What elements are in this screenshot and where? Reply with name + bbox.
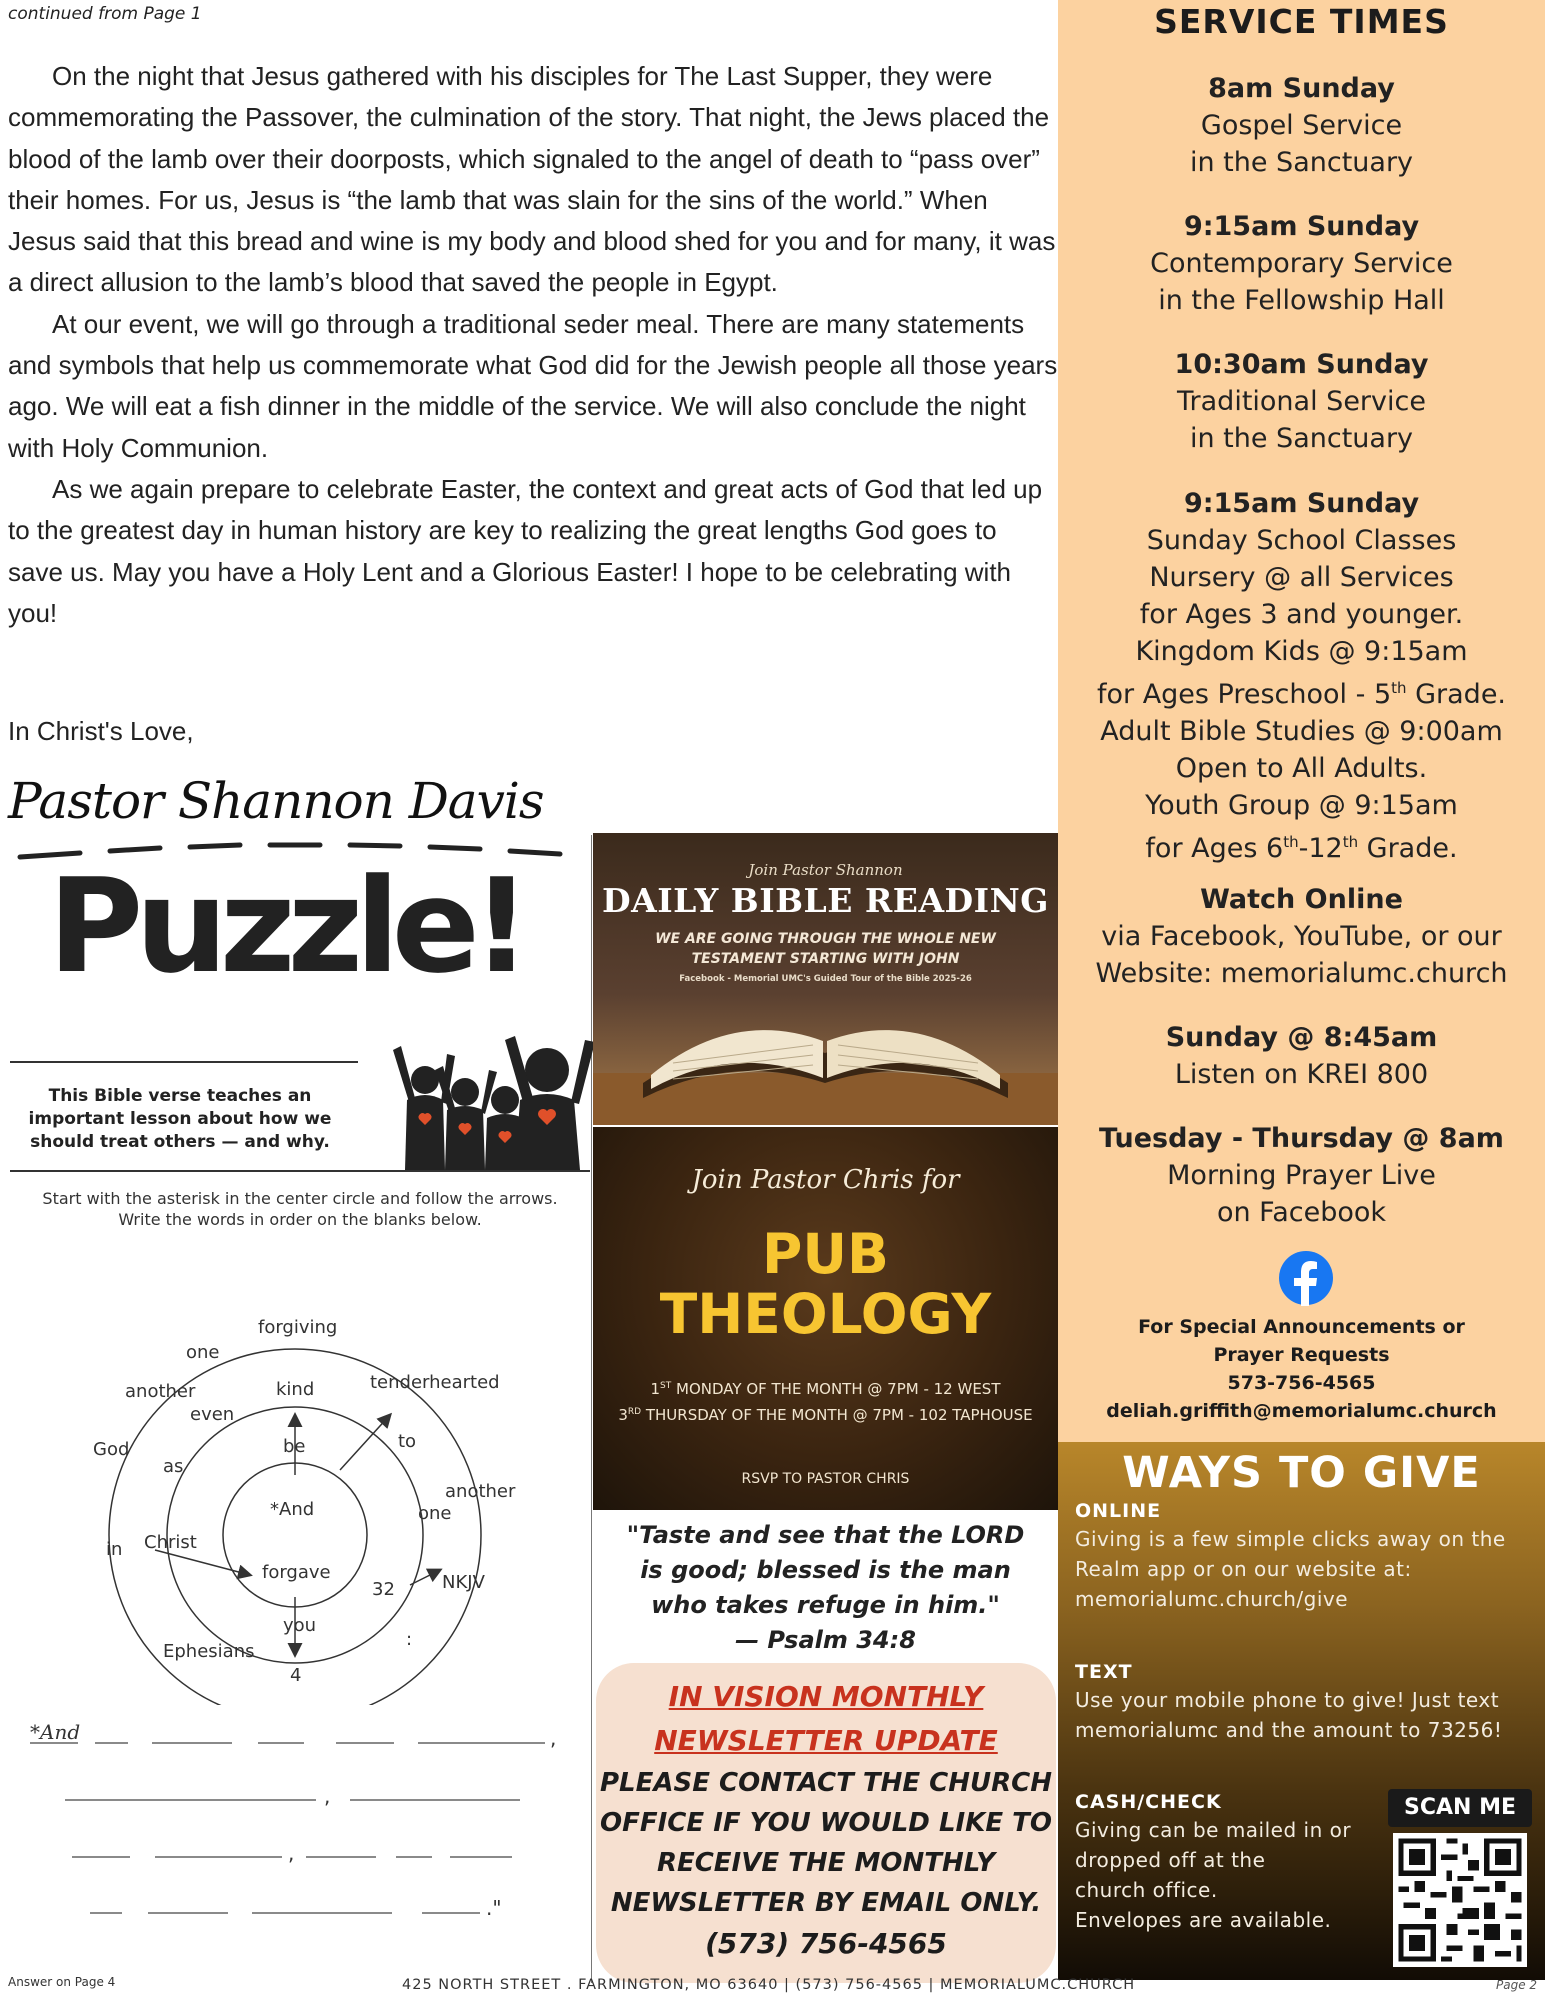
- puzzle-word: one: [186, 1342, 220, 1363]
- pub-rsvp: RSVP TO PASTOR CHRIS: [741, 1471, 910, 1487]
- puzzle-intro: This Bible verse teaches an important lesson about how we should treat others — and why.: [28, 1086, 332, 1152]
- text: Grade.: [1358, 833, 1458, 864]
- puzzle-word: NKJV: [442, 1572, 485, 1593]
- blank-start: *And: [30, 1720, 81, 1744]
- pub-title: PUB: [762, 1222, 889, 1286]
- service-name: Traditional Service: [1177, 386, 1426, 417]
- instruction-line: Start with the asterisk in the center circle and follow the arrows.: [42, 1189, 558, 1208]
- article-paragraph: On the night that Jesus gathered with his disciples for The Last Supper, they were commemorating the Passover, the culmination of the story. That night, the Jews placed the blood of the lamb over their doorposts, which signaled to the angel of death to “pass over” their homes. For us, Jesus is “the lamb that was slain for the sins of the world.” When Jesus said that this bread and wine is my body and blood shed for you and for many, it was a direct allusion to the lamb’s blood that saved the people in Egypt.: [8, 61, 1056, 298]
- give-section-title: CASH/CHECK: [1075, 1791, 1222, 1813]
- verse-line: is good; blessed is the man: [640, 1556, 1011, 1584]
- answer-note: Answer on Page 4: [8, 1975, 116, 1989]
- puzzle-word: Christ: [144, 1532, 197, 1553]
- signature: Pastor Shannon Davis: [8, 772, 544, 830]
- morning-prayer: [1058, 1120, 1545, 1231]
- give-line: Giving is a few simple clicks away on the: [1075, 1527, 1506, 1551]
- puzzle-word: to: [398, 1431, 417, 1452]
- puzzle-panel: [0, 835, 592, 1983]
- puzzle-word: Ephesians: [163, 1641, 255, 1662]
- service-line: Nursery @ all Services: [1149, 562, 1454, 593]
- verse-line: "Taste and see that the LORD: [626, 1521, 1025, 1549]
- give-section-title: ONLINE: [1075, 1500, 1162, 1522]
- puzzle-word: as: [163, 1456, 184, 1477]
- word-spiral-diagram: [0, 1225, 592, 1705]
- service-times-heading: SERVICE TIMES: [1154, 2, 1449, 41]
- newsletter-body: NEWSLETTER BY EMAIL ONLY.: [610, 1888, 1042, 1918]
- article-paragraph: At our event, we will go through a traditional seder meal. There are many statements and symbols that help us commemorate what God did for the Jewish people all those years ago. We will eat a fish dinner in the middle of the service. We will also conclude the night with Holy Communion.: [8, 308, 1058, 463]
- bible-reading-banner: [593, 833, 1058, 1125]
- newsletter-title: IN VISION MONTHLY: [668, 1680, 984, 1713]
- svg-text:,: ,: [324, 1784, 331, 1808]
- puzzle-word: 4: [290, 1665, 302, 1686]
- service-place: in the Sanctuary: [1189, 423, 1414, 454]
- give-line: Use your mobile phone to give! Just text: [1075, 1688, 1500, 1712]
- puzzle-word: be: [283, 1436, 306, 1457]
- service-line: [1058, 824, 1545, 867]
- divider: [10, 1061, 358, 1063]
- pub-schedule-line: [593, 1406, 1058, 1424]
- schedule-text: THURSDAY OF THE MONTH @ 7PM - 102 TAPHOUSE: [641, 1406, 1033, 1424]
- service-place: in the Sanctuary: [1189, 147, 1414, 178]
- puzzle-word: :: [406, 1629, 413, 1650]
- special-announcements: [1058, 1313, 1545, 1425]
- special-email[interactable]: deliah.griffith@memorialumc.church: [1106, 1400, 1497, 1422]
- service-line: Kingdom Kids @ 9:15am: [1135, 636, 1468, 667]
- scripture-verse: [593, 1518, 1058, 1658]
- service-time: Sunday @ 8:45am: [1165, 1022, 1438, 1053]
- puzzle-word: 32: [372, 1579, 395, 1600]
- service-line: [1058, 670, 1545, 713]
- service-line: Listen on KREI 800: [1174, 1059, 1429, 1090]
- svg-text:,: ,: [550, 1726, 557, 1750]
- banner-subtitle-line: WE ARE GOING THROUGH THE WHOLE NEW: [655, 931, 996, 947]
- page-number: Page 2: [1496, 1978, 1538, 1992]
- service-line: Open to All Adults.: [1175, 753, 1428, 784]
- watch-online: [1058, 881, 1545, 992]
- facebook-icon[interactable]: [1278, 1250, 1334, 1306]
- puzzle-instructions: [10, 1188, 590, 1230]
- scan-me-label: SCAN ME: [1388, 1789, 1532, 1827]
- service-contemporary: [1058, 208, 1545, 319]
- puzzle-word: forgave: [262, 1562, 331, 1583]
- service-name: Gospel Service: [1200, 110, 1403, 141]
- qr-block: [1388, 1789, 1532, 1967]
- puzzle-word: *And: [270, 1499, 315, 1520]
- puzzle-word: God: [93, 1439, 130, 1460]
- text: -12: [1298, 833, 1343, 864]
- puzzle-word: even: [190, 1404, 235, 1425]
- service-line: via Facebook, YouTube, or our: [1101, 921, 1502, 952]
- ordinal-suffix: RD: [627, 1407, 642, 1417]
- pub-schedule-line: [593, 1380, 1058, 1398]
- qr-code-icon[interactable]: [1393, 1833, 1527, 1967]
- puzzle-title: Puzzle!: [48, 850, 524, 1002]
- ways-to-give-heading: WAYS TO GIVE: [1122, 1448, 1481, 1498]
- service-line: Morning Prayer Live: [1167, 1160, 1436, 1191]
- give-line: memorialumc and the amount to 73256!: [1075, 1718, 1503, 1742]
- give-line: Envelopes are available.: [1075, 1908, 1332, 1932]
- banner-title: DAILY BIBLE READING: [602, 881, 1049, 920]
- website-link[interactable]: Website: memorialumc.church: [1095, 958, 1508, 989]
- puzzle-word: one: [418, 1503, 452, 1524]
- service-time: 10:30am Sunday: [1174, 349, 1429, 380]
- newsletter-notice: [596, 1663, 1056, 1983]
- ordinal-suffix: th: [1391, 679, 1407, 697]
- service-line: for Ages 3 and younger.: [1139, 599, 1464, 630]
- special-phone[interactable]: 573-756-4565: [1227, 1372, 1376, 1394]
- ways-to-give-panel: [1058, 1442, 1545, 1980]
- service-gospel: [1058, 70, 1545, 181]
- pub-theology-banner: [593, 1127, 1058, 1510]
- banner-join: Join Pastor Shannon: [748, 861, 903, 879]
- instruction-line: Write the words in order on the blanks below.: [118, 1210, 482, 1229]
- service-line: Adult Bible Studies @ 9:00am: [1100, 716, 1503, 747]
- give-line: Realm app or on our website at:: [1075, 1557, 1412, 1581]
- puzzle-word: kind: [276, 1379, 315, 1400]
- ordinal: 3: [618, 1406, 628, 1424]
- text: for Ages 6: [1145, 833, 1284, 864]
- give-line: dropped off at the: [1075, 1848, 1266, 1872]
- answer-blanks: [0, 1715, 592, 1955]
- ordinal-suffix: th: [1342, 833, 1359, 851]
- banner-subtitle: [633, 929, 1018, 969]
- newsletter-body: RECEIVE THE MONTHLY: [656, 1848, 996, 1878]
- blank-end: .": [486, 1896, 502, 1920]
- article-body: [8, 56, 1058, 634]
- service-sunday-school: [1058, 485, 1545, 867]
- pub-join: Join Pastor Chris for: [691, 1165, 960, 1195]
- service-line: Youth Group @ 9:15am: [1145, 790, 1458, 821]
- puzzle-word: tenderhearted: [370, 1372, 500, 1393]
- special-line: For Special Announcements or: [1138, 1316, 1465, 1338]
- service-place: in the Fellowship Hall: [1158, 285, 1445, 316]
- service-time: Watch Online: [1200, 884, 1403, 915]
- newsletter-title: NEWSLETTER UPDATE: [654, 1724, 998, 1757]
- children-silhouette-icon: [385, 1010, 595, 1170]
- pub-title: THEOLOGY: [659, 1282, 992, 1346]
- newsletter-body: PLEASE CONTACT THE CHURCH: [599, 1768, 1053, 1798]
- newsletter-body: OFFICE IF YOU WOULD LIKE TO: [600, 1808, 1052, 1838]
- service-line: Sunday School Classes: [1146, 525, 1457, 556]
- banner-subtitle-line: TESTAMENT STARTING WITH JOHN: [691, 951, 960, 967]
- give-section-title: TEXT: [1075, 1661, 1133, 1683]
- puzzle-word: forgiving: [258, 1317, 338, 1338]
- open-bible-icon: [593, 983, 1058, 1125]
- newsletter-phone[interactable]: (573) 756-4565: [705, 1927, 947, 1960]
- closing-line: In Christ's Love,: [8, 716, 194, 746]
- give-line: Giving can be mailed in or: [1075, 1818, 1352, 1842]
- puzzle-word: you: [283, 1615, 317, 1636]
- article-paragraph: As we again prepare to celebrate Easter, the context and great acts of God that led up to the greatest day in human history are key to realizing the great lengths God goes to save us. May you have a Holy Lent and a Glorious Easter! I hope to be celebrating with you!: [8, 473, 1043, 628]
- svg-text:,: ,: [288, 1841, 295, 1865]
- divider: [10, 1170, 590, 1172]
- give-line: church office.: [1075, 1878, 1218, 1902]
- ordinal: 1: [650, 1380, 661, 1398]
- ordinal-suffix: ST: [660, 1381, 672, 1391]
- puzzle-word: another: [125, 1381, 196, 1402]
- puzzle-word: another: [445, 1481, 516, 1502]
- schedule-text: MONDAY OF THE MONTH @ 7PM - 12 WEST: [671, 1380, 1001, 1398]
- banner-fineprint: Facebook - Memorial UMC's Guided Tour of the Bible 2025-26: [679, 974, 972, 984]
- radio-broadcast: [1058, 1019, 1545, 1093]
- verse-line: who takes refuge in him.": [651, 1591, 1000, 1619]
- service-time: 9:15am Sunday: [1183, 211, 1420, 242]
- service-time: 8am Sunday: [1208, 73, 1395, 104]
- service-times-panel: [1058, 0, 1545, 1442]
- text: Grade.: [1406, 679, 1507, 710]
- service-time: 9:15am Sunday: [1183, 488, 1420, 519]
- give-online: [1075, 1498, 1525, 1614]
- service-line: on Facebook: [1216, 1197, 1387, 1228]
- continued-note: continued from Page 1: [8, 4, 202, 24]
- give-text: [1075, 1659, 1525, 1745]
- special-line: Prayer Requests: [1213, 1344, 1390, 1366]
- puzzle-word: in: [106, 1539, 123, 1560]
- footer-address: 425 NORTH STREET . FARMINGTON, MO 63640 | (573) 756-4565 | MEMORIALUMC.CHURCH: [402, 1977, 1136, 1993]
- give-link[interactable]: memorialumc.church/give: [1075, 1587, 1349, 1611]
- verse-reference: — Psalm 34:8: [735, 1626, 916, 1654]
- text: for Ages Preschool - 5: [1096, 679, 1392, 710]
- ordinal-suffix: th: [1283, 833, 1299, 851]
- service-traditional: [1058, 346, 1545, 457]
- service-name: Contemporary Service: [1150, 248, 1453, 279]
- service-time: Tuesday - Thursday @ 8am: [1099, 1123, 1504, 1154]
